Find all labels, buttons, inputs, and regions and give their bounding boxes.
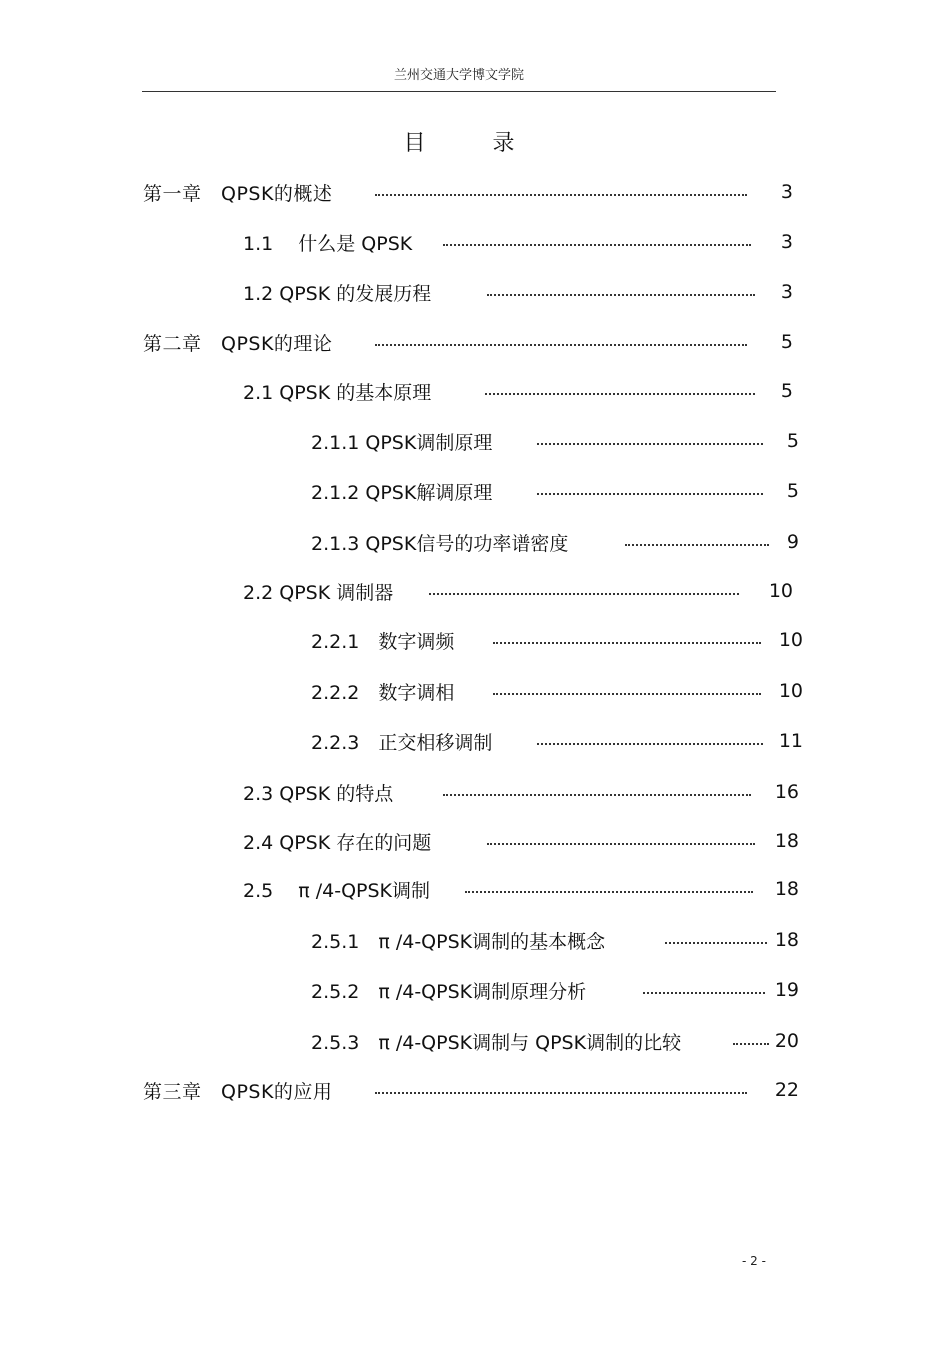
toc-entry-label: 第二章 QPSK的理论: [143, 332, 333, 355]
toc-leader: [487, 843, 755, 845]
toc-entry-page: 20: [774, 1030, 799, 1052]
toc-entry-2-4[interactable]: [243, 826, 803, 856]
toc-entry-2-5-2[interactable]: [311, 975, 803, 1005]
toc-entry-2-2-2[interactable]: [311, 676, 803, 706]
toc-entry-2-5-1[interactable]: [311, 925, 803, 955]
toc-entry-label: 第三章 QPSK的应用: [143, 1080, 333, 1103]
toc-entry-chapter-1[interactable]: [143, 177, 803, 207]
toc-leader: [485, 393, 755, 395]
page-number: - 2 -: [742, 1254, 766, 1268]
toc-entry-label: 2.5.3 π /4-QPSK调制与 QPSK调制的比较: [311, 1031, 682, 1054]
toc-entry-label: 1.1 什么是 QPSK: [243, 232, 413, 255]
toc-entry-page: 10: [778, 680, 803, 702]
toc-entry-2-2-1[interactable]: [311, 625, 803, 655]
toc-entry-label: 2.2.2 数字调相: [311, 681, 455, 704]
toc-entry-label: 2.1.2 QPSK解调原理: [311, 481, 493, 504]
toc-leader: [375, 194, 747, 196]
toc-leader: [443, 794, 751, 796]
toc-entry-page: 5: [780, 331, 793, 353]
toc-entry-label: 2.5.2 π /4-QPSK调制原理分析: [311, 980, 587, 1003]
toc-entry-page: 18: [774, 878, 799, 900]
toc-leader: [465, 891, 753, 893]
toc-leader: [375, 1092, 747, 1094]
toc-entry-page: 16: [774, 781, 799, 803]
toc-entry-label: 2.2 QPSK 调制器: [243, 581, 394, 604]
toc-entry-2-3[interactable]: [243, 777, 803, 807]
toc-entry-page: 18: [774, 830, 799, 852]
toc-entry-1-2[interactable]: [243, 277, 803, 307]
toc-entry-label: 2.1.1 QPSK调制原理: [311, 431, 493, 454]
toc-entry-page: 3: [780, 231, 793, 253]
toc-entry-page: 3: [780, 281, 793, 303]
toc-entry-label: 1.2 QPSK 的发展历程: [243, 282, 432, 305]
toc-leader: [487, 294, 755, 296]
toc-entry-2-1[interactable]: [243, 376, 803, 406]
toc-entry-2-5-3[interactable]: [311, 1026, 803, 1056]
toc-entry-page: 5: [780, 380, 793, 402]
toc-entry-page: 11: [778, 730, 803, 752]
toc-leader: [537, 493, 763, 495]
toc-entry-page: 10: [768, 580, 793, 602]
toc-entry-page: 22: [774, 1079, 799, 1101]
toc-entry-chapter-2[interactable]: [143, 327, 803, 357]
toc-entry-label: 2.3 QPSK 的特点: [243, 782, 394, 805]
toc-entry-label: 第一章 QPSK的概述: [143, 182, 333, 205]
toc-entry-1-1[interactable]: [243, 227, 803, 257]
toc-title: 目 录: [403, 131, 545, 156]
toc-entry-label: 2.1 QPSK 的基本原理: [243, 381, 432, 404]
toc-leader: [625, 544, 769, 546]
toc-entry-label: 2.5.1 π /4-QPSK调制的基本概念: [311, 930, 606, 953]
running-header: 兰州交通大学博文学院: [393, 68, 524, 83]
header-rule: [142, 91, 776, 92]
toc-entry-2-2-3[interactable]: [311, 726, 803, 756]
toc-leader: [429, 593, 739, 595]
toc-entry-page: 5: [786, 480, 799, 502]
toc-entry-2-1-2[interactable]: [311, 476, 803, 506]
toc-leader: [493, 693, 761, 695]
toc-leader: [665, 942, 767, 944]
toc-entry-page: 10: [778, 629, 803, 651]
toc-entry-label: 2.1.3 QPSK信号的功率谱密度: [311, 532, 569, 555]
toc-leader: [643, 992, 765, 994]
toc-leader: [443, 244, 751, 246]
toc-leader: [537, 743, 763, 745]
toc-entry-2-5[interactable]: [243, 874, 803, 904]
toc-entry-chapter-3[interactable]: [143, 1075, 803, 1105]
toc-entry-label: 2.2.1 数字调频: [311, 630, 455, 653]
toc-entry-page: 18: [774, 929, 799, 951]
toc-entry-2-1-3[interactable]: [311, 527, 803, 557]
toc-entry-label: 2.4 QPSK 存在的问题: [243, 831, 432, 854]
toc-entry-page: 19: [774, 979, 799, 1001]
toc-entry-page: 3: [780, 181, 793, 203]
toc-entry-label: 2.2.3 正交相移调制: [311, 731, 493, 754]
toc-entry-page: 5: [786, 430, 799, 452]
toc-leader: [537, 443, 763, 445]
toc-leader: [493, 642, 761, 644]
toc-entry-2-2[interactable]: [243, 576, 803, 606]
toc-entry-page: 9: [786, 531, 799, 553]
toc-entry-label: 2.5 π /4-QPSK调制: [243, 879, 431, 902]
toc-leader: [375, 344, 747, 346]
toc-entry-2-1-1[interactable]: [311, 426, 803, 456]
